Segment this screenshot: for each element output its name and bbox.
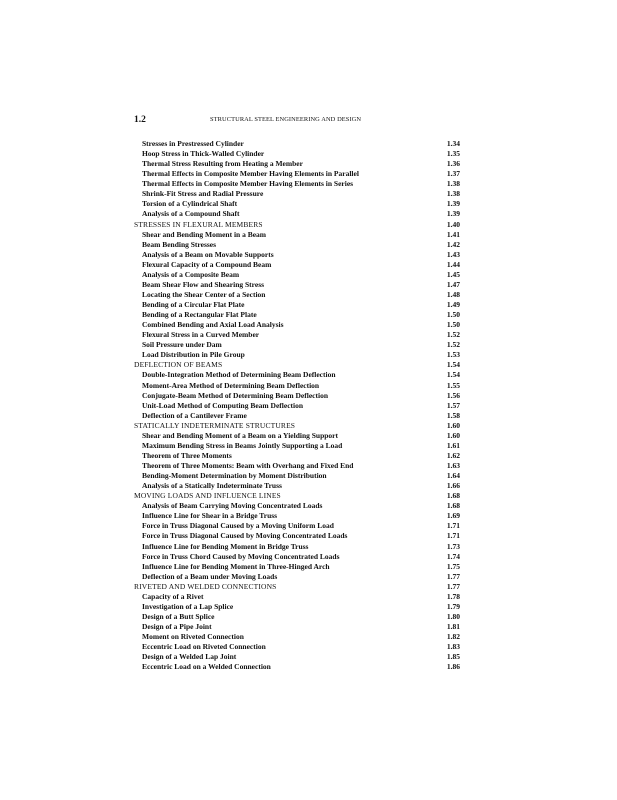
toc-section-heading[interactable] [134, 491, 460, 501]
toc-entry-page: 1.64 [446, 471, 460, 481]
toc-entry-title: Analysis of a Beam on Movable Supports [142, 249, 274, 259]
toc-entry[interactable] [134, 250, 460, 260]
toc-entry[interactable] [134, 471, 460, 481]
toc-entry[interactable] [134, 340, 460, 350]
toc-entry[interactable] [134, 370, 460, 380]
toc-entry-title: Soil Pressure under Dam [142, 340, 222, 350]
toc-entry-page: 1.82 [446, 632, 460, 642]
toc-entry-title: Eccentric Load on Riveted Connection [142, 642, 266, 652]
toc-entry[interactable] [134, 602, 460, 612]
toc-entry-page: 1.68 [446, 501, 460, 511]
running-head: STRUCTURAL STEEL ENGINEERING AND DESIGN [210, 116, 362, 123]
toc-entry-title: Bending of a Circular Flat Plate [142, 300, 245, 309]
toc-entry-page: 1.34 [446, 139, 460, 148]
toc-entry-page: 1.50 [446, 310, 460, 320]
toc-entry[interactable] [134, 401, 460, 411]
toc-entry[interactable] [134, 189, 460, 199]
toc-entry[interactable] [134, 511, 460, 521]
toc-entry-title: Thermal Stress Resulting from Heating a Member [142, 159, 303, 169]
toc-entry-title: Deflection of a Beam under Moving Loads [142, 571, 278, 581]
toc-entry-title: Flexural Stress in a Curved Member [142, 330, 260, 340]
toc-entry-title: Analysis of a Composite Beam [142, 269, 240, 279]
toc-entry-title: Investigation of a Lap Splice [142, 601, 234, 611]
toc-entry[interactable] [134, 139, 460, 149]
toc-entry-title: Capacity of a Rivet [142, 591, 204, 601]
toc-entry-page: 1.86 [446, 662, 460, 672]
toc-entry-page: 1.71 [446, 531, 460, 541]
toc-entry-page: 1.73 [446, 541, 460, 551]
toc-entry-title: Thermal Effects in Composite Member Having Elements in Series [142, 179, 354, 189]
toc-entry[interactable] [134, 531, 460, 541]
toc-entry-page: 1.52 [446, 340, 460, 350]
toc-entry[interactable] [134, 310, 460, 320]
toc-entry-page: 1.66 [446, 481, 460, 491]
toc-entry[interactable] [134, 240, 460, 250]
toc-entry-title: STRESSES IN FLEXURAL MEMBERS [134, 219, 263, 229]
toc-entry[interactable] [134, 290, 460, 300]
toc-entry[interactable] [134, 350, 460, 360]
toc-entry-title: Deflection of a Cantilever Frame [142, 410, 247, 420]
toc-entry-page: 1.54 [446, 360, 460, 370]
toc-entry-page: 1.81 [446, 622, 460, 631]
toc-entry-page: 1.77 [446, 581, 460, 591]
toc-entry-page: 1.35 [446, 149, 460, 159]
toc-entry[interactable] [134, 451, 460, 461]
toc-entry-page: 1.83 [446, 642, 460, 652]
toc-entry[interactable] [134, 411, 460, 421]
toc-entry[interactable] [134, 199, 460, 209]
toc-entry-title: Theorem of Three Moments: Beam with Overhang and Fixed End [142, 461, 354, 470]
toc-entry-title: Analysis of a Compound Shaft [142, 209, 240, 219]
toc-entry-page: 1.50 [446, 320, 460, 330]
toc-entry-title: Moment on Riveted Connection [142, 632, 244, 642]
toc-entry-title: Beam Bending Stresses [142, 239, 217, 249]
toc-entry-page: 1.75 [446, 561, 460, 571]
toc-entry[interactable] [134, 381, 460, 391]
toc-entry[interactable] [134, 562, 460, 572]
toc-entry-page: 1.48 [446, 289, 460, 299]
toc-entry-title: Shrink-Fit Stress and Radial Pressure [142, 189, 264, 199]
toc-entry-page: 1.36 [446, 159, 460, 169]
toc-entry[interactable] [134, 320, 460, 330]
toc-entry-title: Force in Truss Diagonal Caused by Moving Concentrated Loads [142, 531, 348, 541]
toc-entry[interactable] [134, 179, 460, 189]
toc-entry-page: 1.39 [446, 199, 460, 209]
toc-entry-page: 1.47 [446, 279, 460, 289]
page-header [134, 115, 467, 127]
toc-section-heading[interactable] [134, 220, 460, 230]
toc-entry-page: 1.69 [446, 511, 460, 521]
toc-entry[interactable] [134, 260, 460, 270]
toc-entry[interactable] [134, 270, 460, 280]
toc-entry-page: 1.44 [446, 259, 460, 269]
toc-entry-title: Unit-Load Method of Computing Beam Deflection [142, 400, 304, 410]
toc-entry[interactable] [134, 662, 460, 672]
toc-entry-title: Analysis of Beam Carrying Moving Concentrated Loads [142, 501, 323, 511]
toc-entry-title: Force in Truss Chord Caused by Moving Concentrated Loads [142, 551, 340, 561]
toc-entry-page: 1.79 [446, 601, 460, 611]
toc-entry-page: 1.56 [446, 390, 460, 400]
toc-entry-title: Shear and Bending Moment of a Beam on a Yielding Support [142, 430, 338, 440]
toc-entry[interactable] [134, 209, 460, 219]
toc-entry-title: Stresses in Prestressed Cylinder [142, 139, 244, 148]
toc-entry[interactable] [134, 461, 460, 471]
toc-entry-title: Influence Line for Bending Moment in Bridge Truss [142, 541, 309, 551]
toc-entry[interactable] [134, 441, 460, 451]
toc-entry-title: Beam Shear Flow and Shearing Stress [142, 279, 265, 289]
toc-entry[interactable] [134, 391, 460, 401]
toc-entry-title: Load Distribution in Pile Group [142, 350, 245, 360]
toc-entry-page: 1.58 [446, 410, 460, 420]
toc-entry[interactable] [134, 330, 460, 340]
toc-entry-page: 1.53 [446, 350, 460, 360]
toc-section-heading[interactable] [134, 421, 460, 431]
toc-entry-page: 1.41 [446, 229, 460, 239]
toc-entry[interactable] [134, 300, 460, 310]
toc-entry-title: Flexural Capacity of a Compound Beam [142, 259, 272, 269]
toc-entry-page: 1.77 [446, 571, 460, 581]
toc-entry[interactable] [134, 612, 460, 622]
toc-entry-title: Double-Integration Method of Determining Beam Deflection [142, 370, 336, 380]
toc-entry-page: 1.45 [446, 269, 460, 279]
toc-section-heading[interactable] [134, 582, 460, 592]
toc-entry-page: 1.85 [446, 652, 460, 662]
toc-entry-title: Conjugate-Beam Method of Determining Beam Deflection [142, 390, 329, 400]
toc-entry[interactable] [134, 552, 460, 562]
toc-entry[interactable] [134, 642, 460, 652]
toc-entry-title: Design of a Butt Splice [142, 611, 215, 621]
toc-entry-title: Hoop Stress in Thick-Walled Cylinder [142, 149, 265, 159]
toc-entry-page: 1.71 [446, 521, 460, 531]
toc-entry-title: Bending of a Rectangular Flat Plate [142, 310, 257, 320]
toc-entry[interactable] [134, 632, 460, 642]
toc-entry-title: Moment-Area Method of Determining Beam Deflection [142, 380, 320, 390]
toc-entry[interactable] [134, 652, 460, 662]
toc-entry-title: RIVETED AND WELDED CONNECTIONS [134, 581, 277, 591]
toc-entry-page: 1.55 [446, 380, 460, 390]
toc-entry-title: Maximum Bending Stress in Beams Jointly Supporting a Load [142, 440, 343, 450]
toc-entry[interactable] [134, 542, 460, 552]
toc-entry-title: Influence Line for Bending Moment in Three-Hinged Arch [142, 561, 330, 571]
toc-entry[interactable] [134, 592, 460, 602]
toc-entry-page: 1.40 [446, 219, 460, 229]
toc-entry[interactable] [134, 521, 460, 531]
toc-entry-page: 1.49 [446, 300, 460, 309]
toc-entry-page: 1.78 [446, 591, 460, 601]
toc-entry-title: Shear and Bending Moment in a Beam [142, 229, 267, 239]
toc-entry-page: 1.52 [446, 330, 460, 340]
toc-entry[interactable] [134, 481, 460, 491]
toc-entry-page: 1.57 [446, 400, 460, 410]
toc-entry[interactable] [134, 159, 460, 169]
toc-entry[interactable] [134, 169, 460, 179]
toc-entry-title: Torsion of a Cylindrical Shaft [142, 199, 238, 209]
toc-entry-title: Thermal Effects in Composite Member Having Elements in Parallel [142, 169, 359, 179]
toc-entry-page: 1.60 [446, 420, 460, 430]
toc-entry[interactable] [134, 280, 460, 290]
toc-entry-title: Eccentric Load on a Welded Connection [142, 662, 271, 672]
toc-entry-title: Design of a Pipe Joint [142, 622, 212, 631]
toc-entry-title: Design of a Welded Lap Joint [142, 652, 237, 662]
toc-entry-page: 1.42 [446, 239, 460, 249]
toc-entry-title: Bending-Moment Determination by Moment Distribution [142, 471, 327, 481]
toc-entry-page: 1.38 [446, 189, 460, 199]
table-of-contents [134, 139, 460, 672]
toc-entry[interactable] [134, 149, 460, 159]
toc-entry-page: 1.39 [446, 209, 460, 219]
toc-entry-title: Locating the Shear Center of a Section [142, 289, 266, 299]
toc-entry[interactable] [134, 501, 460, 511]
toc-entry-title: STATICALLY INDETERMINATE STRUCTURES [134, 420, 296, 430]
toc-section-heading[interactable] [134, 360, 460, 370]
toc-entry-page: 1.80 [446, 611, 460, 621]
toc-entry-page: 1.63 [446, 461, 460, 470]
toc-entry-page: 1.61 [446, 440, 460, 450]
page-number: 1.2 [134, 115, 146, 125]
toc-entry-page: 1.74 [446, 551, 460, 561]
toc-entry-title: MOVING LOADS AND INFLUENCE LINES [134, 491, 281, 501]
toc-entry-title: Analysis of a Statically Indeterminate Truss [142, 481, 282, 491]
toc-entry-title: Influence Line for Shear in a Bridge Truss [142, 511, 278, 521]
toc-entry-page: 1.54 [446, 370, 460, 380]
toc-entry[interactable] [134, 431, 460, 441]
toc-entry-page: 1.43 [446, 249, 460, 259]
toc-entry-page: 1.62 [446, 450, 460, 460]
toc-entry-title: Combined Bending and Axial Load Analysis [142, 320, 284, 330]
toc-entry-page: 1.37 [446, 169, 460, 179]
toc-entry-page: 1.60 [446, 430, 460, 440]
toc-entry-page: 1.38 [446, 179, 460, 189]
toc-entry-page: 1.68 [446, 491, 460, 501]
toc-entry-title: Force in Truss Diagonal Caused by a Moving Uniform Load [142, 521, 334, 531]
toc-entry[interactable] [134, 230, 460, 240]
toc-entry[interactable] [134, 572, 460, 582]
toc-entry-title: Theorem of Three Moments [142, 450, 232, 460]
toc-entry[interactable] [134, 622, 460, 632]
toc-entry-title: DEFLECTION OF BEAMS [134, 360, 223, 370]
